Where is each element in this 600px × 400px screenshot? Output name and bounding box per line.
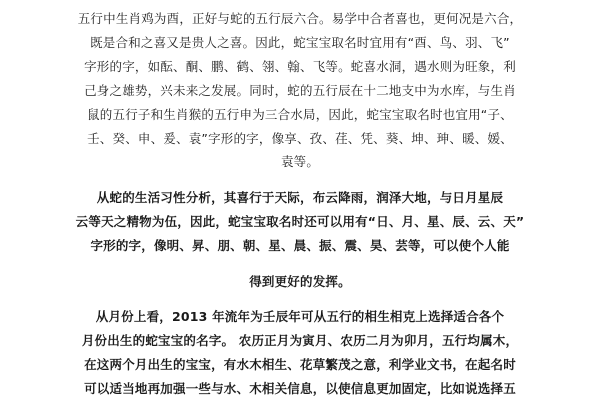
paragraph-2-line-3: 字形的字，像明、昇、朋、朝、星、晨、振、震、昊、芸等，可以使个人能 xyxy=(90,238,510,253)
paragraph-1-line-1: 五行中生肖鸡为酉，正好与蛇的五行辰六合。易学中合者喜也，更何况是六合， xyxy=(77,11,523,26)
paragraph-4-line-4: 可以适当地再加强一些与水、木相关信息，以使信息更加固定，比如说选择五 xyxy=(84,381,516,396)
paragraph-4-line-1: 从月份上看，2013 年流年为壬辰年可从五行的相生相克上选择适合各个 xyxy=(95,309,505,324)
paragraph-1-line-4: 己身之雄势，兴未来之发展。同时，蛇的五行辰在十二地支中为水库，与生肖 xyxy=(84,83,516,98)
paragraph-1-line-5: 鼠的五行子和生肖猴的五行申为三合水局，因此，蛇宝宝取名时也宜用“子、 xyxy=(87,107,513,122)
paragraph-1-line-2: 既是合和之喜又是贵人之喜。因此，蛇宝宝取名时宜用有“酉、鸟、羽、飞” xyxy=(90,35,510,50)
paragraph-3-line-1: 得到更好的发挥。 xyxy=(249,274,351,289)
paragraph-2-line-1: 从蛇的生活习性分析，其喜行于天际，布云降雨，润泽大地，与日月星辰 xyxy=(96,190,504,205)
paragraph-1-line-6: 壬、癸、申、爰、袁”字形的字，像享、孜、荏、凭、葵、坤、珅、暖、媛、 xyxy=(87,131,513,146)
paragraph-2-line-2: 云等天之精物为伍，因此，蛇宝宝取名时还可以用有“日、月、星、辰、云、天” xyxy=(75,214,525,229)
paragraph-1-line-7: 袁等。 xyxy=(280,154,320,169)
paragraph-1-line-3: 字形的字，如酝、酮、鹏、鹤、翎、翰、飞等。蛇喜水洞，遇水则为旺象，利 xyxy=(84,59,516,74)
paragraph-4-line-3: 在这两个月出生的宝宝，有水木相生、花草繁茂之意，利学业文书，在起名时 xyxy=(84,357,516,372)
paragraph-4-line-2: 月份出生的蛇宝宝的名字。 农历正月为寅月、农历二月为卯月，五行均属木， xyxy=(81,333,519,348)
